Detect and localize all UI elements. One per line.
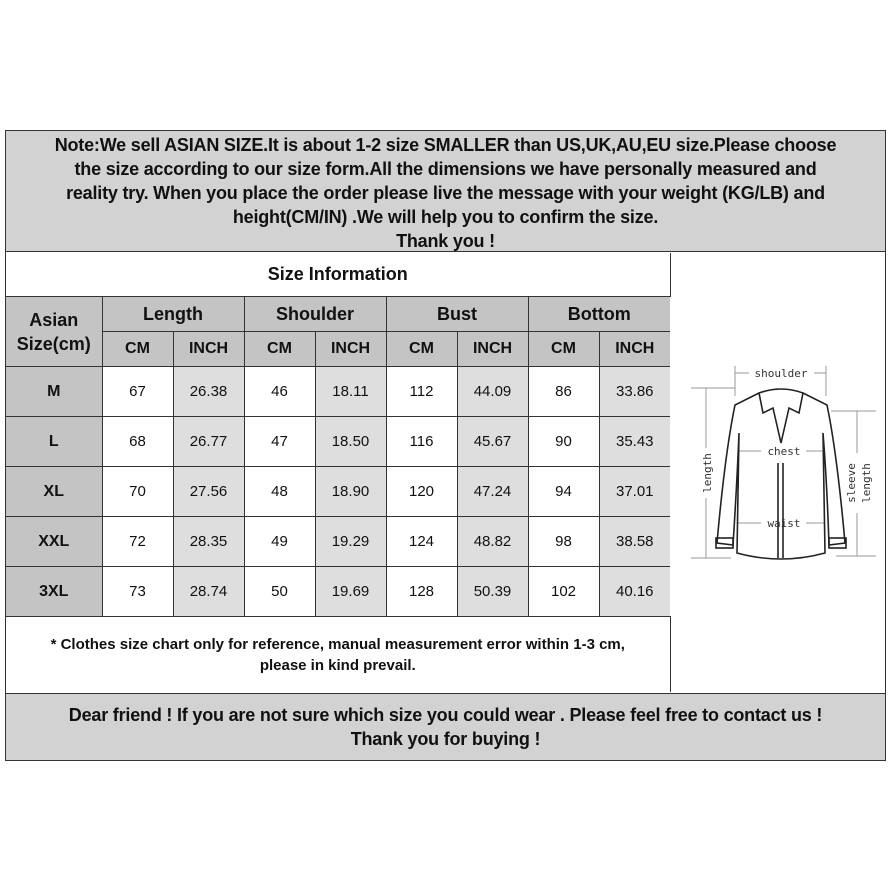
size-header-line: Size(cm) xyxy=(16,333,91,354)
table-row xyxy=(6,417,670,467)
table-title: Size Information xyxy=(6,253,670,297)
unit-header-cm: CM xyxy=(102,332,173,367)
table-row xyxy=(6,517,670,567)
inch-value: 19.29 xyxy=(315,517,386,567)
thank-you-banner xyxy=(6,693,885,760)
note-line: height(CM/IN) .We will help you to confirm the size. xyxy=(232,207,659,227)
cm-value: 72 xyxy=(102,517,173,567)
unit-header-cm: CM xyxy=(244,332,315,367)
inch-value: 48.82 xyxy=(457,517,528,567)
cm-value: 73 xyxy=(102,567,173,617)
shoulder-label: shoulder xyxy=(754,367,808,380)
bottom-line: Thank you for buying ! xyxy=(350,729,541,749)
inch-value: 50.39 xyxy=(457,567,528,617)
inch-value: 18.90 xyxy=(315,467,386,517)
size-label: M xyxy=(6,367,102,417)
unit-header-inch: INCH xyxy=(173,332,244,367)
unit-header-cm: CM xyxy=(386,332,457,367)
cm-value: 47 xyxy=(244,417,315,467)
inch-value: 18.11 xyxy=(315,367,386,417)
group-bust: Bust xyxy=(386,297,528,332)
table-row xyxy=(6,567,670,617)
footnote-line: * Clothes size chart only for reference, manual measurement error within 1-3 cm, xyxy=(50,635,625,653)
inch-value: 28.35 xyxy=(173,517,244,567)
cm-value: 70 xyxy=(102,467,173,517)
inch-value: 38.58 xyxy=(599,517,670,567)
inch-value: 18.50 xyxy=(315,417,386,467)
table-row xyxy=(6,367,670,417)
cm-value: 50 xyxy=(244,567,315,617)
inch-value: 27.56 xyxy=(173,467,244,517)
inch-value: 26.38 xyxy=(173,367,244,417)
sleeve-length-label: length xyxy=(860,463,873,503)
inch-value: 47.24 xyxy=(457,467,528,517)
unit-header-inch: INCH xyxy=(457,332,528,367)
inch-value: 28.74 xyxy=(173,567,244,617)
cm-value: 68 xyxy=(102,417,173,467)
inch-value: 44.09 xyxy=(457,367,528,417)
inch-value: 45.67 xyxy=(457,417,528,467)
bottom-line: Dear friend ! If you are not sure which size you could wear . Please feel free to contact us ! xyxy=(68,705,823,725)
cm-value: 86 xyxy=(528,367,599,417)
waist-label: waist xyxy=(767,517,801,530)
size-label: XXL xyxy=(6,517,102,567)
group-length: Length xyxy=(102,297,244,332)
shirt-diagram xyxy=(671,253,885,693)
cm-value: 94 xyxy=(528,467,599,517)
cm-value: 128 xyxy=(386,567,457,617)
cm-value: 90 xyxy=(528,417,599,467)
cm-value: 49 xyxy=(244,517,315,567)
cm-value: 124 xyxy=(386,517,457,567)
shirt-measurement-icon xyxy=(671,253,885,693)
inch-value: 19.69 xyxy=(315,567,386,617)
size-label: XL xyxy=(6,467,102,517)
inch-value: 37.01 xyxy=(599,467,670,517)
size-chart xyxy=(5,130,886,761)
sleeve-label: sleeve xyxy=(845,463,858,503)
group-shoulder: Shoulder xyxy=(244,297,386,332)
inch-value: 26.77 xyxy=(173,417,244,467)
cm-value: 102 xyxy=(528,567,599,617)
table-row xyxy=(6,467,670,517)
cm-value: 112 xyxy=(386,367,457,417)
cm-value: 120 xyxy=(386,467,457,517)
note-line: the size according to our size form.All the dimensions we have personally measured and xyxy=(74,159,817,179)
unit-header-inch: INCH xyxy=(599,332,670,367)
group-bottom: Bottom xyxy=(528,297,670,332)
inch-value: 35.43 xyxy=(599,417,670,467)
footnote xyxy=(6,617,670,693)
unit-header-cm: CM xyxy=(528,332,599,367)
size-label: 3XL xyxy=(6,567,102,617)
cm-value: 46 xyxy=(244,367,315,417)
size-header xyxy=(6,297,102,367)
footnote-line: please in kind prevail. xyxy=(259,656,416,674)
note-line: Note:We sell ASIAN SIZE.It is about 1-2 size SMALLER than US,UK,AU,EU size.Please choose xyxy=(54,135,837,155)
cm-value: 98 xyxy=(528,517,599,567)
length-label: length xyxy=(701,453,714,493)
inch-value: 33.86 xyxy=(599,367,670,417)
note-banner xyxy=(6,131,885,252)
size-header-line: Asian xyxy=(29,309,79,330)
size-table xyxy=(6,253,671,692)
note-line: reality try. When you place the order please live the message with your weight (KG/LB) and xyxy=(66,183,825,203)
note-line: Thank you ! xyxy=(396,231,495,251)
cm-value: 48 xyxy=(244,467,315,517)
chest-label: chest xyxy=(767,445,801,458)
cm-value: 67 xyxy=(102,367,173,417)
inch-value: 40.16 xyxy=(599,567,670,617)
cm-value: 116 xyxy=(386,417,457,467)
size-label: L xyxy=(6,417,102,467)
unit-header-inch: INCH xyxy=(315,332,386,367)
